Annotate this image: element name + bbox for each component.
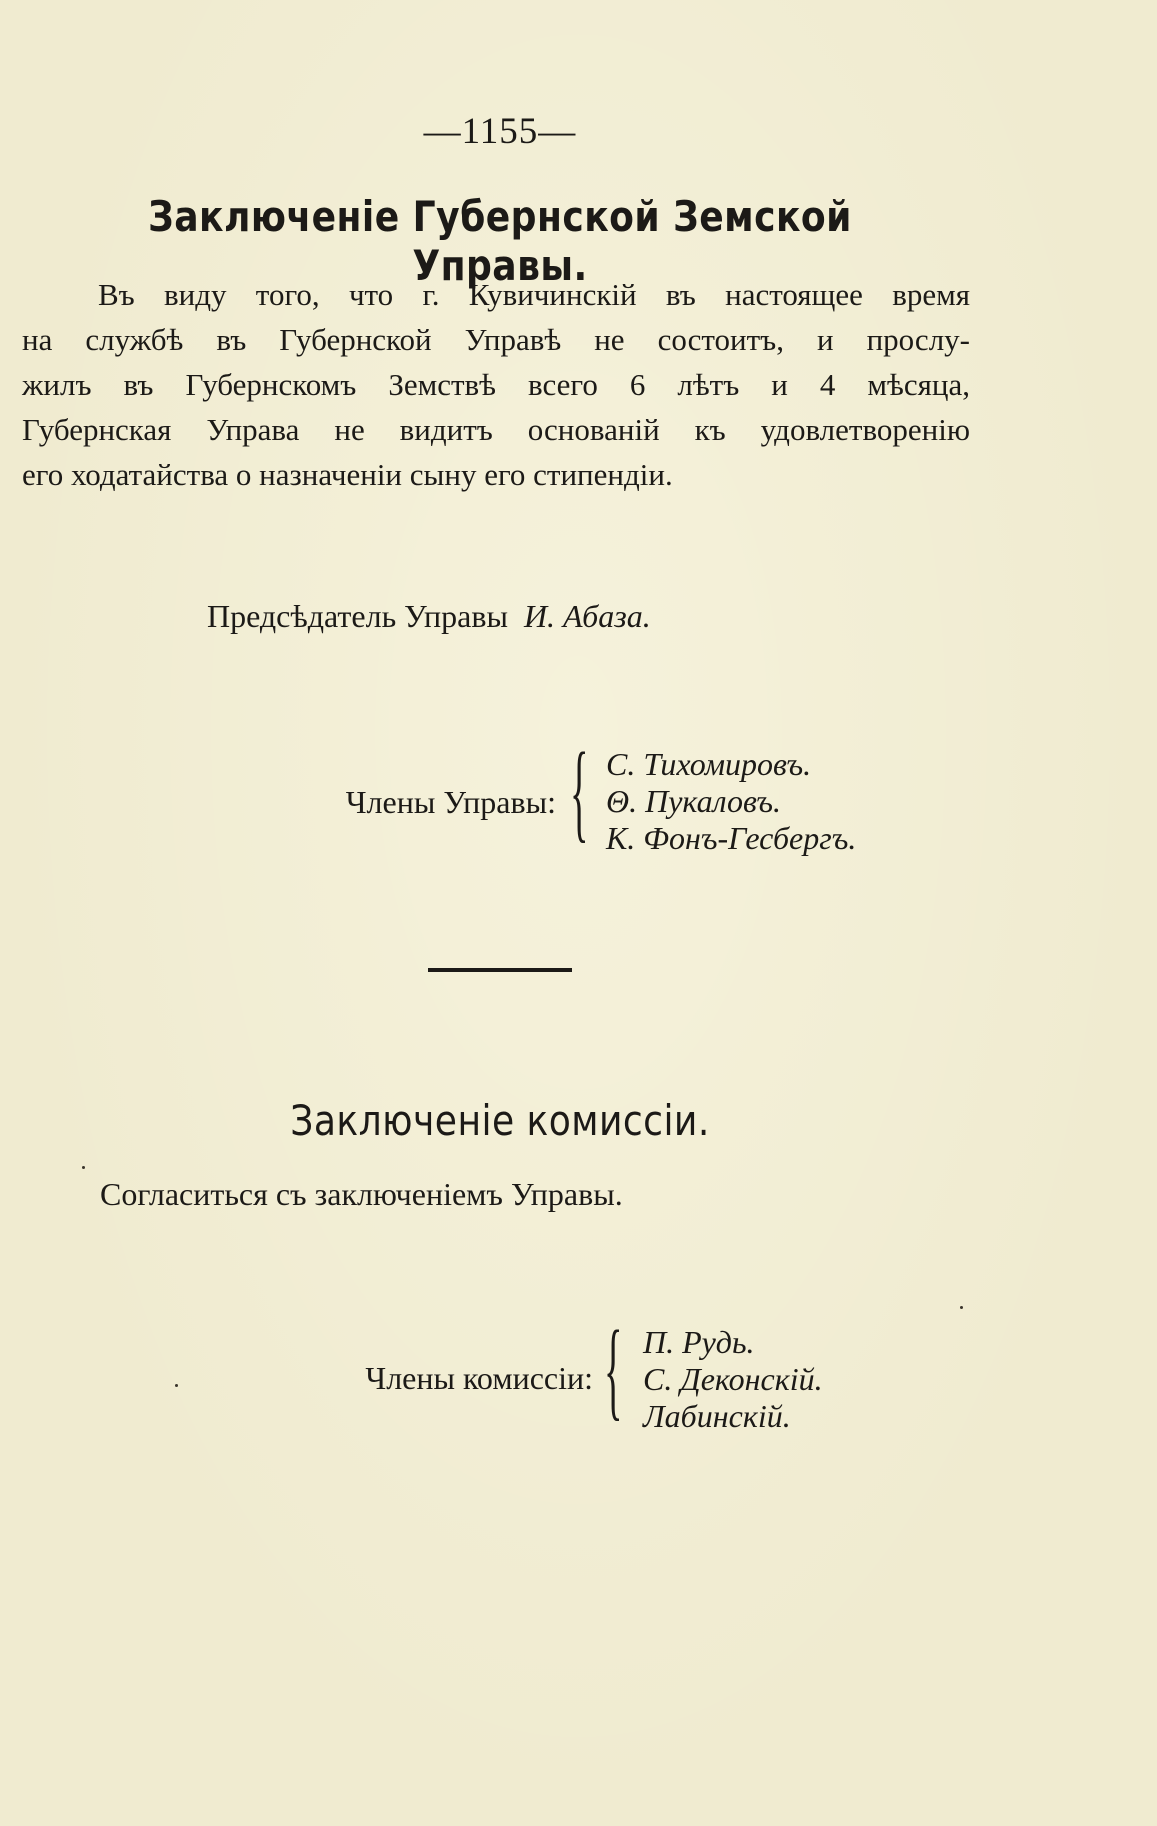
chairman-name: И. Абаза.: [523, 598, 651, 634]
chairman-label: Предсѣдатель Управы: [207, 598, 508, 634]
board-member-name: С. Тихомировъ.: [606, 746, 812, 782]
page-number: —1155—: [423, 111, 577, 152]
paragraph-line: Губернская Управа не видитъ основанiй къ удовлетворенiю: [22, 412, 970, 447]
paragraph-line: его ходатайства о назначенiи сыну его стипендiи.: [22, 457, 673, 492]
commission-member-name: П. Рудь.: [643, 1324, 755, 1360]
paragraph-line: Въ виду того, что г. Кувичинскiй въ настоящее время: [98, 277, 970, 312]
section-divider: [428, 968, 572, 972]
board-members-block: [0, 730, 1000, 862]
brace-glyph: {: [604, 1308, 623, 1430]
chairman-signature-line: [207, 598, 651, 635]
board-members-label: Члены Управы:: [345, 784, 556, 820]
board-conclusion-paragraph: [22, 272, 970, 497]
commission-member-name: С. Деконскiй.: [643, 1361, 823, 1397]
board-conclusion-heading: Заключенiе Губернской Земской Управы.: [148, 192, 852, 290]
board-member-name: Θ. Пукаловъ.: [606, 783, 782, 819]
paper-speck: [960, 1306, 963, 1309]
commission-members-label: Члены комиссiи:: [365, 1360, 593, 1396]
paper-speck: [175, 1384, 178, 1387]
commission-member-name: Лабинскiй.: [643, 1398, 791, 1434]
board-member-name: К. Фонъ-Гесбергъ.: [606, 820, 857, 856]
commission-conclusion-text: Согласиться съ заключенiемъ Управы.: [100, 1176, 623, 1212]
paragraph-line: жилъ въ Губернскомъ Земствѣ всего 6 лѣтъ и 4 мѣсяца,: [22, 367, 970, 402]
commission-members-list: [643, 1324, 823, 1435]
commission-conclusion-heading: Заключенiе комиссiи.: [290, 1096, 710, 1145]
paragraph-line: на службѣ въ Губернской Управѣ не состоитъ, и прослу-: [22, 322, 970, 357]
commission-members-block: [0, 1308, 1000, 1440]
brace-glyph: {: [570, 730, 589, 852]
paper-speck: [82, 1166, 85, 1169]
board-members-list: [606, 746, 856, 857]
